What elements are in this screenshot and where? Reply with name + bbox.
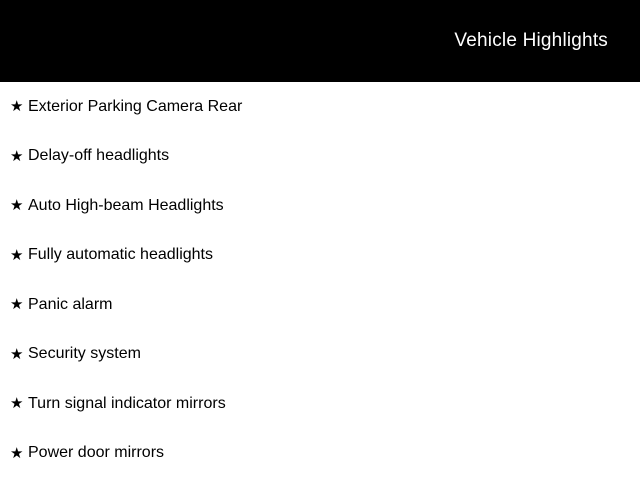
feature-label: Power door mirrors	[28, 444, 165, 462]
feature-label: Security system	[28, 345, 141, 363]
star-bullet-icon: ★	[10, 98, 24, 116]
list-item	[0, 132, 640, 182]
feature-label: Exterior Parking Camera Rear	[28, 97, 243, 115]
list-item	[0, 429, 640, 479]
list-item	[0, 379, 640, 429]
star-bullet-icon: ★	[10, 395, 24, 413]
star-bullet-icon: ★	[10, 345, 24, 363]
star-bullet-icon: ★	[10, 444, 24, 462]
star-bullet-icon: ★	[10, 197, 24, 215]
feature-label: Delay-off headlights	[28, 147, 170, 165]
list-item	[0, 82, 640, 132]
list-item	[0, 231, 640, 281]
list-item	[0, 181, 640, 231]
star-bullet-icon: ★	[10, 246, 24, 264]
feature-label: Turn signal indicator mirrors	[28, 394, 226, 412]
feature-label: Fully automatic headlights	[28, 246, 213, 264]
list-item	[0, 280, 640, 330]
star-bullet-icon: ★	[10, 147, 24, 165]
list-item	[0, 330, 640, 380]
vehicle-highlights-list	[0, 82, 640, 478]
feature-label: Panic alarm	[28, 295, 113, 313]
feature-label: Auto High-beam Headlights	[28, 196, 224, 214]
page-title: Vehicle Highlights	[454, 29, 608, 51]
star-bullet-icon: ★	[10, 296, 24, 314]
page-header	[0, 0, 640, 82]
